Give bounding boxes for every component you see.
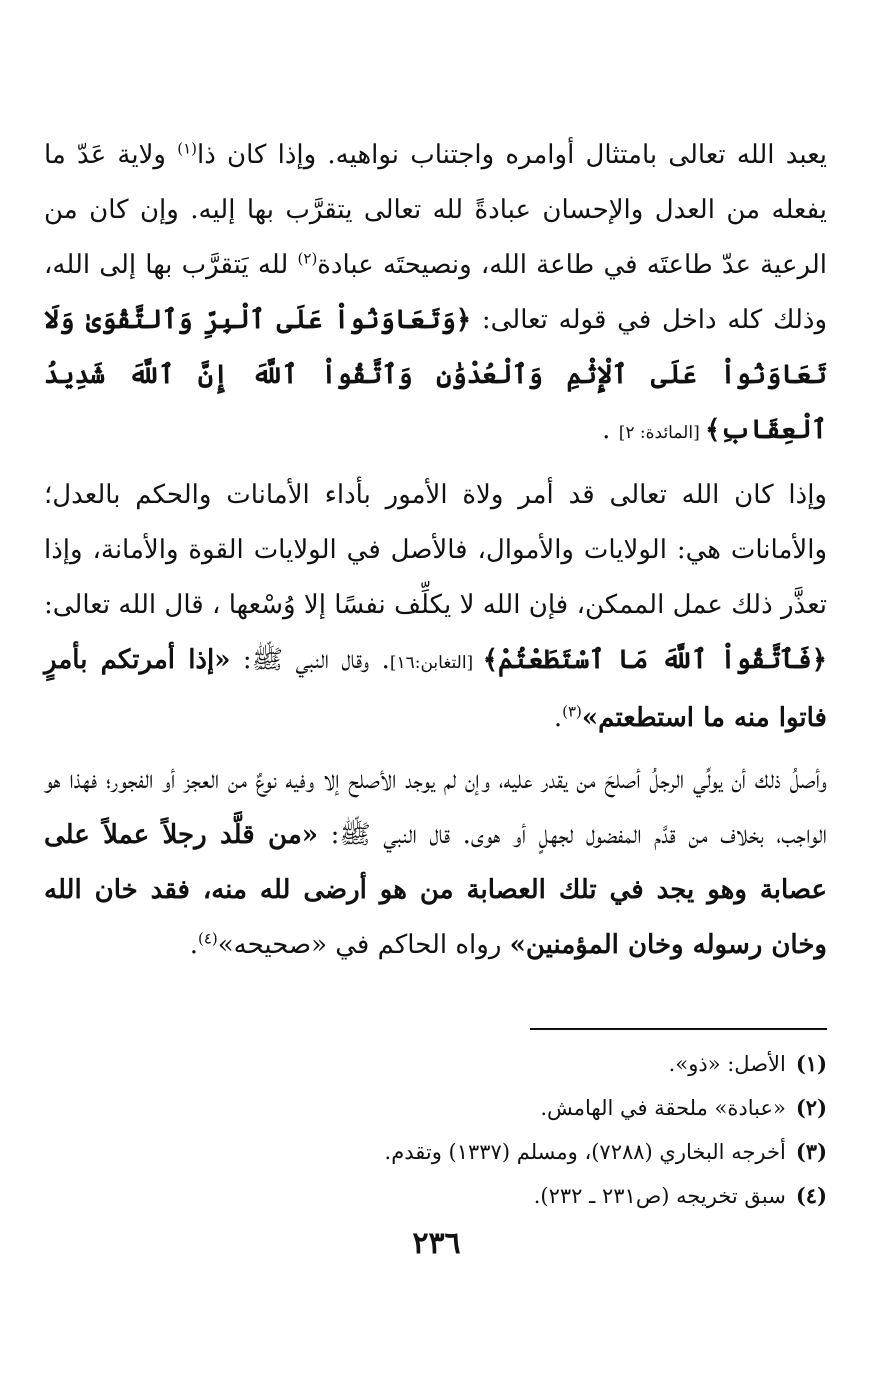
footnote-ref-1[interactable]: (١) [177, 139, 197, 158]
paragraph-1-end: . [602, 415, 619, 445]
paragraph-1-text-c: لله يَتقرَّب بها إلى الله، وذلك كله داخل في قوله تعالى: [44, 250, 827, 335]
footnote-ref-4[interactable]: (٤) [197, 929, 218, 948]
quran-verse-taghabun: ﴿فَٱتَّقُواْ ٱللَّهَ مَا ٱسْتَطَعْتُمْ﴾ [482, 645, 827, 675]
paragraph-3-text-a: وأصلُ ذلك أن يولِّي الرجلُ أصلحَ من يقدر عليه، وإن لم يوجد الأصلح إلا وفيه نوعٌ من العجز أو الفجور؛ فهذا هو الواجب، بخلاف من قدَّم المفضول لجهلٍ أو هوى. قال النبي ﷺ: [44, 765, 827, 850]
paragraph-3-end: . [189, 930, 198, 960]
hadith-quote-1: «إذا أمرتكم بأمرٍ فاتوا منه ما استطعتم» [44, 645, 827, 733]
footnote-number: (٢) [795, 1095, 827, 1120]
paragraph-2 [44, 468, 827, 746]
main-text [44, 128, 827, 973]
paragraph-3-text-b: رواه الحاكم في «صحيحه» [217, 930, 510, 960]
paragraph-1-text-a: يعبد الله تعالى بامتثال أوامره واجتناب نواهيه. وإذا كان ذا [196, 140, 827, 170]
footnote-divider [530, 1028, 827, 1030]
footnote-4 [127, 1174, 827, 1218]
quran-verse-maidah: ﴿وَتَعَاوَنُواْ عَلَى ٱلْبِرِّ وَٱلتَّقْوَىٰ وَلَا تَعَاوَنُواْ عَلَى ٱلْإِثْمِ وَٱلْعُدْوَٰنِ وَٱتَّقُواْ ٱللَّهَ إِنَّ ٱللَّهَ شَدِيدُ ٱلْعِقَابِ﴾ [44, 305, 827, 445]
footnotes-list [127, 1042, 827, 1218]
paragraph-2-text-a: وإذا كان الله تعالى قد أمر ولاة الأمور بأداء الأمانات والحكم بالعدل؛ والأمانات هي: الولايات والأموال، فالأصل في الولايات القوة والأمانة، وإذا تعذَّر ذلك عمل الممكن، فإن الله لا يكلِّف نفسًا إلا وُسْعها ، قال الله تعالى: [44, 480, 827, 620]
footnote-ref-2[interactable]: (٢) [297, 249, 318, 268]
footnote-number: (١) [795, 1051, 827, 1076]
paragraph-2-end: . [553, 703, 563, 733]
paragraph-3 [44, 753, 827, 973]
quran-reference-maidah: [المائدة: ٢] [618, 423, 706, 443]
paragraph-1 [44, 128, 827, 461]
hadith-quote-2: «من قلَّد رجلاً عملاً على عصابة وهو يجد في تلك العصابة من هو أرضى لله منه، فقد خان الله وخان رسوله وخان المؤمنين» [44, 820, 827, 960]
footnote-ref-3[interactable]: (٣) [562, 702, 582, 721]
quran-reference-taghabun: [التغابن:١٦] [389, 653, 483, 673]
footnote-text: أخرجه البخاري (٧٢٨٨)، ومسلم (١٣٣٧) وتقدم. [384, 1140, 786, 1164]
paragraph-1-text-b: ولاية عَدّ ما يفعله من العدل والإحسان عبادةً لله تعالى يتقرَّب بها إليه. وإن كان من الرعية عدّ طاعتَه في طاعة الله، ونصيحتَه عبادة [44, 140, 827, 280]
paragraph-2-text-b: . وقال النبي ﷺ: [230, 645, 390, 675]
footnote-number: (٤) [795, 1183, 827, 1208]
page-number: ٢٣٦ [412, 1226, 461, 1261]
footnote-3 [127, 1130, 827, 1174]
footnote-text: «عبادة» ملحقة في الهامش. [540, 1096, 786, 1120]
footnote-text: الأصل: «ذو». [668, 1052, 786, 1076]
footnote-1 [127, 1042, 827, 1086]
footnote-number: (٣) [795, 1139, 827, 1164]
footnote-text: سبق تخريجه (ص٢٣١ ـ ٢٣٢). [533, 1184, 786, 1208]
footnote-2 [127, 1086, 827, 1130]
